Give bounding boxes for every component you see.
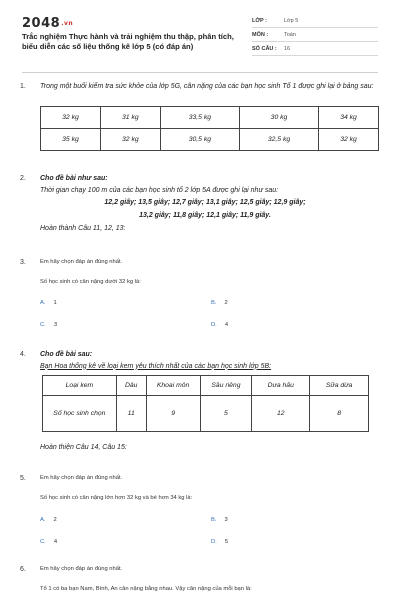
table-header-row (43, 376, 369, 396)
page-header (0, 0, 400, 70)
answer-option-c[interactable] (40, 321, 57, 331)
table-cell: 11 (116, 396, 146, 432)
table-cell: 33,5 kg (160, 107, 239, 129)
option-text: 3 (53, 322, 58, 328)
option-text: 5 (224, 539, 229, 545)
option-text: 1 (53, 300, 57, 306)
question-heading: Cho đề bài sau: (40, 351, 93, 358)
question-number: 3. (20, 259, 26, 266)
meta-value: Toán (284, 31, 296, 38)
question-number: 2. (20, 175, 26, 182)
question-number: 1. (20, 83, 26, 90)
table-cell: 30 kg (239, 107, 318, 129)
meta-key: SỐ CÂU : (252, 45, 277, 52)
option-text: 4 (53, 539, 58, 545)
table-cell: 30,5 kg (160, 129, 239, 151)
option-letter: A. (40, 517, 46, 523)
answer-option-c[interactable] (40, 538, 57, 548)
header-divider (22, 72, 378, 73)
question-instruction: Em hãy chọn đáp án đúng nhất. (40, 566, 123, 572)
table-header-cell: Sữa dừa (310, 376, 369, 396)
question-intro: Thời gian chạy 100 m của các bạn học sinh tổ 2 lớp 5A được ghi lại như sau: (40, 186, 279, 194)
question-body (40, 350, 380, 451)
table-cell: 34 kg (319, 107, 379, 129)
table-header-cell: Khoai môn (146, 376, 200, 396)
question-text: Trong một buổi kiểm tra sức khỏe của lớp 5G, cân nặng của các bạn học sinh Tổ 1 được ghi lại ở bảng sau: (40, 83, 374, 90)
table-cell: 31 kg (100, 107, 160, 129)
logo-text: 2048 (22, 16, 61, 31)
option-letter: A. (40, 300, 46, 306)
question-body (40, 258, 380, 287)
meta-value: Lớp 5 (284, 17, 299, 24)
answer-option-d[interactable] (211, 321, 228, 331)
meta-row-subject (252, 28, 378, 42)
question-instruction: Em hãy chọn đáp án đúng nhất. (40, 259, 123, 265)
question-6 (20, 565, 380, 599)
table-cell: 9 (146, 396, 200, 432)
question-footer: Hoàn thiện Câu 14, Câu 15: (40, 444, 127, 451)
document-meta (252, 14, 378, 56)
option-letter: C. (40, 539, 46, 545)
meta-row-class (252, 14, 378, 28)
question-heading: Cho đề bài như sau: (40, 175, 108, 182)
question-3 (20, 258, 380, 338)
question-text: Số học sinh có cân nặng lớn hơn 32 kg và bé hơn 34 kg là: (40, 494, 193, 501)
question-1 (20, 82, 380, 160)
option-letter: B. (211, 517, 217, 523)
table-cell: 5 (200, 396, 252, 432)
table-cell: 32 kg (100, 129, 160, 151)
answer-option-b[interactable] (211, 516, 228, 526)
table-cell: Số học sinh chọn (43, 396, 117, 432)
table-cell: 32,5 kg (239, 129, 318, 151)
option-letter: B. (211, 300, 217, 306)
answer-option-a[interactable] (40, 299, 57, 309)
question-body (40, 82, 380, 143)
question-text: Tổ 1 có ba bạn Nam, Bình, An cân nặng bằng nhau. Vậy cân nặng của mỗi bạn là: (40, 585, 252, 592)
table-row (41, 129, 379, 151)
table-header-cell: Dưa hấu (252, 376, 310, 396)
question-footer: Hoàn thành Câu 11, 12, 13: (40, 225, 126, 232)
table-cell: 12 (252, 396, 310, 432)
data-line: 13,2 giây; 11,8 giây; 12,1 giây; 11,9 giây. (139, 211, 271, 219)
meta-row-count (252, 42, 378, 56)
site-logo[interactable] (22, 16, 73, 31)
meta-key: LỚP : (252, 17, 267, 24)
document-title: Trắc nghiệm Thực hành và trải nghiệm thu thập, phân tích, biểu diễn các số liệu thống kê lớp 5 (có đáp án) (22, 32, 234, 51)
data-line: 12,2 giây; 13,5 giây; 12,7 giây; 13,1 giây; 12,5 giây; 12,9 giây; (104, 199, 306, 206)
option-letter: C. (40, 322, 46, 328)
option-text: 4 (224, 322, 229, 328)
option-text: 2 (224, 300, 228, 306)
question-text: Số học sinh có cân nặng dưới 32 kg là: (40, 278, 141, 285)
logo-domain: .vn (61, 20, 74, 27)
table-header-cell: Dâu (116, 376, 146, 396)
question-4 (20, 350, 380, 460)
question-2 (20, 174, 380, 244)
table-cell: 32 kg (41, 107, 101, 129)
answer-option-d[interactable] (211, 538, 228, 548)
weight-table (40, 106, 379, 151)
icecream-table (42, 375, 369, 432)
question-5 (20, 474, 380, 554)
option-text: 3 (224, 517, 228, 523)
table-cell: 35 kg (41, 129, 101, 151)
question-number: 6. (20, 566, 26, 573)
table-cell: 8 (310, 396, 369, 432)
question-body (40, 565, 380, 594)
table-cell: 32 kg (319, 129, 379, 151)
option-letter: D. (211, 539, 217, 545)
table-row (41, 107, 379, 129)
answer-option-b[interactable] (211, 299, 228, 309)
question-instruction: Em hãy chọn đáp án đúng nhất. (40, 475, 123, 481)
question-body (40, 174, 380, 234)
meta-key: MÔN : (252, 31, 269, 38)
meta-value: 16 (284, 45, 291, 52)
question-number: 5. (20, 475, 26, 482)
table-row (43, 396, 369, 432)
question-intro: Bạn Hoa thống kê về loại kem yêu thích nhất của các bạn học sinh lớp 5B: (40, 362, 272, 370)
option-letter: D. (211, 322, 217, 328)
question-body (40, 474, 380, 503)
option-text: 2 (53, 517, 57, 523)
question-number: 4. (20, 351, 26, 358)
table-header-cell: Sầu riêng (200, 376, 252, 396)
table-header-cell: Loại kem (43, 376, 117, 396)
answer-option-a[interactable] (40, 516, 57, 526)
